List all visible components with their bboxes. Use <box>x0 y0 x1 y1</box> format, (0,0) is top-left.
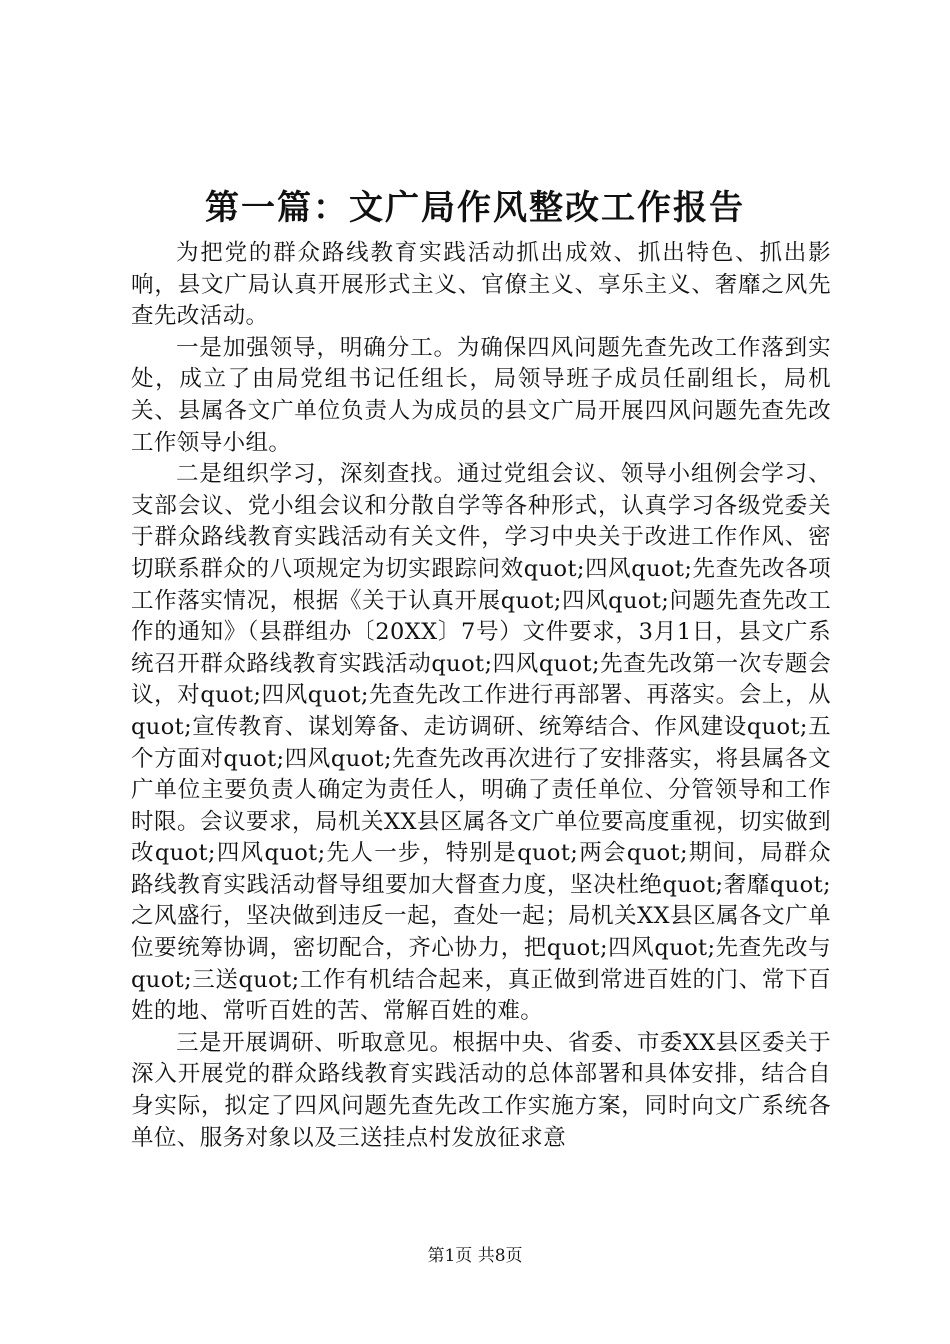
paragraph-intro: 为把党的群众路线教育实践活动抓出成效、抓出特色、抓出影响，县文广局认真开展形式主义、官僚主义、享乐主义、奢靡之风先查先改活动。 <box>131 240 831 330</box>
document-title: 第一篇：文广局作风整改工作报告 <box>205 188 745 228</box>
page-footer: 第1页 共8页 <box>427 1246 523 1266</box>
paragraph-research: 三是开展调研、听取意见。根据中央、省委、市委XX县区委关于深入开展党的群众路线教育实践活动的总体部署和具体安排，结合自身实际，拟定了四风问题先查先改工作实施方案，同时向文广系统各单位、服务对象以及三送挂点村发放征求意 <box>131 1029 831 1151</box>
paragraph-study: 二是组织学习，深刻查找。通过党组会议、领导小组例会学习、支部会议、党小组会议和分散自学等各种形式，认真学习各级党委关于群众路线教育实践活动有关文件，学习中央关于改进工作作风、密切联系群众的八项规定为切实跟踪问效quot;四风quot;先查先改各项工作落实情况，根据《关于认真开展quot;四风quot;问题先查先改工作的通知》（县群组办〔20XX〕7号）文件要求，3月1日，县文广系统召开群众路线教育实践活动quot;四风quot;先查先改第一次专题会议，对quot;四风quot;先查先改工作进行再部署、再落实。会上，从quot;宣传教育、谋划筹备、走访调研、统筹结合、作风建设quot;五个方面对quot;四风quot;先查先改再次进行了安排落实，将县属各文广单位主要负责人确定为责任人，明确了责任单位、分管领导和工作时限。会议要求，局机关XX县区属各文广单位要高度重视，切实做到改quot;四风quot;先人一步，特别是quot;两会quot;期间，局群众路线教育实践活动督导组要加大督查力度，坚决杜绝quot;奢靡quot;之风盛行，坚决做到违反一起，查处一起；局机关XX县区属各文广单位要统筹协调，密切配合，齐心协力，把quot;四风quot;先查先改与quot;三送quot;工作有机结合起来，真正做到常进百姓的门、常下百姓的地、常听百姓的苦、常解百姓的难。 <box>131 461 831 1025</box>
paragraph-leadership: 一是加强领导，明确分工。为确保四风问题先查先改工作落到实处，成立了由局党组书记任组长，局领导班子成员任副组长，局机关、县属各文广单位负责人为成员的县文广局开展四风问题先查先改工作领导小组。 <box>131 334 831 456</box>
document-body <box>131 238 831 1154</box>
